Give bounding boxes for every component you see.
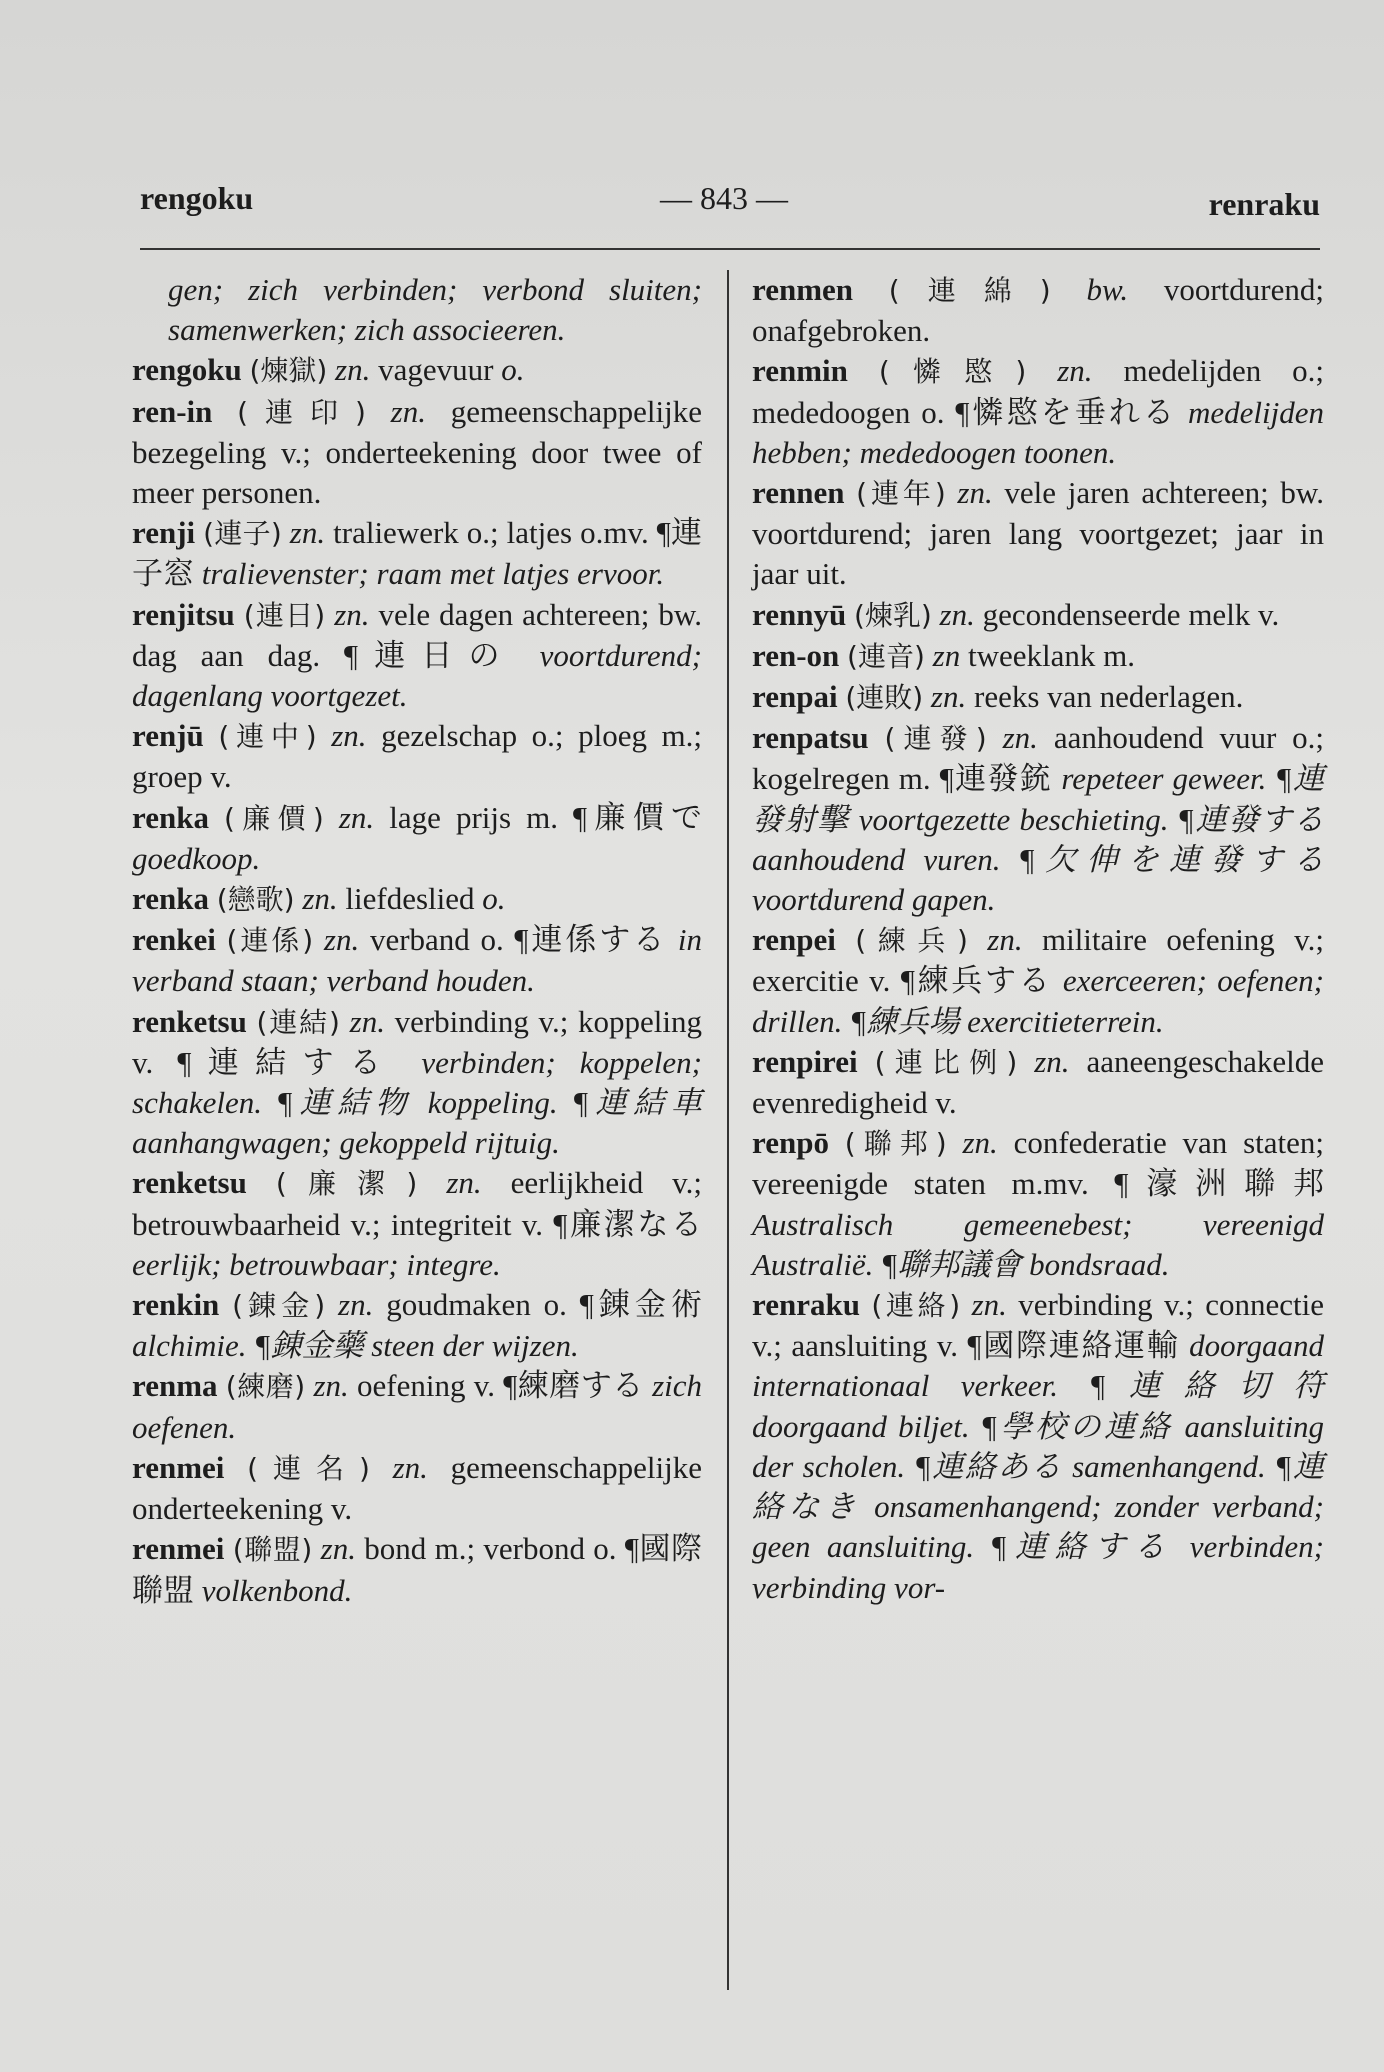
definition: liefdeslied [345,881,475,917]
definition: bond m.; verbond o. ¶國際聯盟 [132,1531,703,1608]
dictionary-entry [132,1366,702,1447]
kanji-form: (連發) [884,722,987,756]
kanji-form: (連係) [226,924,314,958]
dictionary-entry [752,1285,1324,1608]
kanji-form: (連名) [247,1451,370,1485]
italic-translation: zich oefenen. [132,1368,703,1445]
definition: aanhoudend vuur o.; kogelregen m. ¶連發銃 [752,720,1325,797]
definition: verband o. ¶連係する [369,922,668,958]
part-of-speech: zn. [338,1287,374,1323]
italic-translation: voortdurend; dagenlang voortgezet. [132,637,702,714]
kanji-form: (連綿) [888,274,1051,307]
dictionary-entry [132,1448,702,1529]
headword: renpai [752,679,838,715]
definition: goudmaken o. ¶錬金術 [386,1287,702,1323]
part-of-speech: zn. [446,1165,482,1201]
dictionary-entry [132,392,702,514]
kanji-form: (煉獄) [249,354,328,388]
part-of-speech: zn. [930,679,967,715]
headword: renji [132,515,196,551]
dictionary-entry [132,716,702,797]
definition: reeks van nederlagen. [974,679,1244,715]
kanji-form: (連音) [847,639,925,673]
part-of-speech: zn. [957,475,993,511]
definition: medelijden o.; mededoogen o. ¶憐愍を垂れる [752,353,1325,430]
definition: verbinding v.; koppeling v. ¶連結する [132,1003,703,1080]
definition: confederatie van staten; vereenigde staten m.mv. ¶濠洲聯邦 [752,1125,1324,1202]
part-of-speech: zn. [987,922,1023,958]
dictionary-entry [132,1529,702,1610]
part-of-speech: zn. [335,352,371,388]
headword: rennen [752,475,845,511]
definition: gemeenschappelijke bezegeling v.; onderteekening door twee of meer personen. [132,393,703,511]
dictionary-entry [752,473,1324,595]
part-of-speech: bw. [1086,272,1129,307]
italic-translation: o. [501,352,525,388]
kanji-form: (連日) [243,598,326,632]
headword: renma [132,1368,218,1404]
right-column [752,270,1324,1608]
dictionary-entry [752,718,1324,920]
kanji-form: (練兵) [855,924,968,958]
kanji-form: (廉潔) [275,1167,418,1201]
headword: renkin [132,1287,220,1323]
kanji-form: (錬金) [232,1289,326,1323]
kanji-form: (連子) [203,517,282,551]
dictionary-entry [132,920,702,1001]
dictionary-entry [752,595,1324,636]
page-number: — 843 — [660,180,788,216]
headword: renpirei [752,1043,858,1079]
part-of-speech: zn. [962,1125,998,1161]
dictionary-entry [132,1002,702,1164]
italic-translation: in verband staan; verband houden. [132,922,703,999]
definition: verbinding v.; connectie v.; aansluiting v. ¶國際連絡運輸 [752,1287,1325,1364]
dictionary-entry [752,636,1324,677]
headword: renka [132,881,209,917]
headword: renpatsu [752,720,869,756]
running-head [140,180,1320,230]
headword: renjū [132,718,204,754]
left-column [132,270,702,1611]
part-of-speech: zn. [313,1368,349,1404]
italic-translation: goedkoop. [132,840,261,876]
headword: renkei [132,922,216,958]
italic-translation: verbinden; koppelen; schakelen. ¶連結物 koppeling. ¶連結車 aanhangwagen; gekoppeld rijtuig. [132,1044,702,1161]
italic-translation: tralievenster; raam met latjes ervoor. [201,556,665,592]
dictionary-entry [132,879,702,920]
italic-translation: medelijden hebben; mededoogen toonen. [752,394,1325,470]
headword: rengoku [132,352,242,388]
kanji-form: (憐愍) [878,355,1027,389]
definition: voortdurend; onafgebroken. [752,272,1324,349]
dictionary-entry [132,1285,702,1366]
definition: vele dagen achtereen; bw. dag aan dag. ¶連日の [132,596,703,673]
italic-translation: eerlijk; betrouwbaar; integre. [132,1246,501,1282]
kanji-form: (廉價) [224,801,324,835]
italic-translation: gen; zich verbinden; verbond sluiten; samenwerken; zich associeeren. [168,272,702,348]
kanji-form: (練磨) [225,1370,306,1404]
definition: vagevuur [378,352,494,388]
part-of-speech: zn. [302,881,338,917]
dictionary-entry [132,350,702,391]
dictionary-entry [132,798,702,879]
dictionary-entry [132,595,702,717]
headword: ren-in [132,393,213,429]
kanji-form: (聯盟) [232,1533,313,1567]
headword: renmin [752,353,848,389]
dictionary-entry [752,1042,1324,1123]
column-divider [727,270,729,1990]
part-of-speech: zn [932,637,961,673]
definition: tweeklank m. [967,637,1135,673]
part-of-speech: zn. [1002,720,1038,756]
headword: renraku [752,1287,860,1323]
dictionary-entry [752,677,1324,718]
kanji-form: (連結) [256,1005,340,1039]
left-running-headword: rengoku [140,180,254,216]
part-of-speech: zn. [334,596,370,632]
kanji-form: (戀歌) [216,883,295,917]
italic-translation: exerceeren; oefenen; drillen. ¶練兵場 exercitieterrein. [752,963,1324,1039]
definition: militaire oefening v.; exercitie v. ¶練兵する [752,922,1325,999]
headword: renjitsu [132,596,235,632]
part-of-speech: zn. [349,1003,385,1039]
headword: renketsu [132,1165,247,1201]
part-of-speech: zn. [390,393,426,429]
italic-translation: Australisch gemeenebest; vereenigd Australië. ¶聯邦議會 bondsraad. [752,1206,1324,1282]
headword: renpō [752,1125,829,1161]
part-of-speech: zn. [320,1531,356,1567]
headword: rennyū [752,596,847,632]
italic-translation: repeteer geweer. ¶連發射擊 voortgezette beschieting. ¶連發する aanhoudend vuren. ¶欠伸を連發する voortdurend gapen. [752,761,1325,918]
headword: renmen [752,272,854,307]
kanji-form: (煉乳) [853,598,932,632]
kanji-form: (連年) [856,477,946,511]
part-of-speech: zn. [1057,353,1093,389]
kanji-form: (連絡) [871,1289,961,1323]
definition: traliewerk o.; latjes o.mv. ¶連子窓 [132,515,703,592]
part-of-speech: zn. [392,1449,428,1485]
definition: gemeenschappelijke onderteekening v. [132,1449,702,1527]
kanji-form: (連中) [218,720,317,754]
dictionary-entry [132,513,702,594]
definition: aaneengeschakelde evenredigheid v. [752,1043,1324,1121]
part-of-speech: zn. [1034,1043,1070,1079]
headword: renketsu [132,1003,247,1039]
dictionary-entry [752,270,1324,351]
italic-translation: alchimie. ¶錬金藥 steen der wijzen. [132,1328,579,1364]
dictionary-entry [752,920,1324,1042]
kanji-form: (連印) [237,395,366,429]
part-of-speech: zn. [971,1287,1007,1323]
part-of-speech: zn. [323,922,360,958]
definition: gecondenseerde melk v. [982,596,1280,632]
headword: ren-on [752,637,840,673]
dictionary-entry [752,1123,1324,1285]
kanji-form: (連比例) [874,1045,1018,1079]
headword: renpei [752,922,836,958]
italic-translation: doorgaand internationaal verkeer. ¶連絡切符 doorgaand biljet. ¶學校の連絡 aansluiting der scholen. ¶連絡ある samenhangend. ¶連絡なき onsamenhangend; zonder verband; geen aansluiting. ¶連絡する verbinden; verbinding vor- [752,1328,1324,1605]
kanji-form: (連敗) [845,681,924,715]
dictionary-entry [752,351,1324,473]
right-running-headword: renraku [1208,186,1320,222]
definition: eerlijkheid v.; betrouwbaarheid v.; integriteit v. ¶廉潔なる [132,1165,703,1242]
part-of-speech: zn. [338,799,375,835]
definition: vele jaren achtereen; bw. voortdurend; jaren lang voortgezet; jaar in jaar uit. [752,475,1324,592]
headword: renmei [132,1449,225,1485]
definition: oefening v. ¶練磨する [357,1368,644,1404]
definition: gezelschap o.; ploeg m.; groep v. [132,718,703,795]
header-rule [140,248,1320,250]
part-of-speech: zn. [289,515,326,551]
headword: renmei [132,1531,225,1567]
italic-translation: o. [482,881,506,917]
italic-translation: volkenbond. [201,1572,353,1608]
part-of-speech: zn. [331,718,367,754]
dictionary-entry [132,270,702,350]
dictionary-entry [132,1163,702,1285]
kanji-form: (聯邦) [844,1127,947,1161]
part-of-speech: zn. [939,596,975,632]
headword: renka [132,799,209,835]
definition: lage prijs m. ¶廉價で [389,799,703,835]
